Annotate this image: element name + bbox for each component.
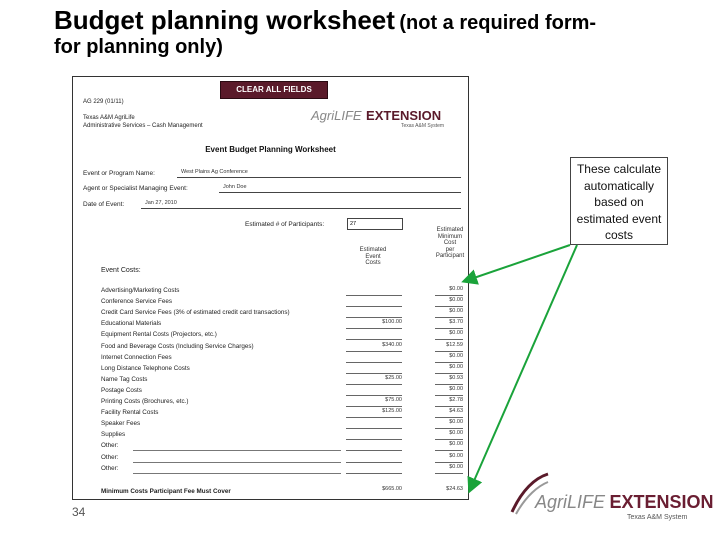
title-main: Budget planning worksheet (54, 5, 395, 35)
per-participant-cost: $0.00 (435, 353, 463, 363)
cost-row-label: Other: (101, 464, 119, 472)
event-cost-field[interactable]: $125.00 (346, 408, 402, 418)
footer-logo-ext: EXTENSION (609, 492, 714, 512)
per-participant-cost: $0.00 (435, 330, 463, 340)
agent-value: John Doe (223, 184, 247, 190)
event-cost-field[interactable] (346, 364, 402, 374)
event-cost-field[interactable] (346, 419, 402, 429)
agent-field[interactable] (219, 182, 461, 193)
per-participant-cost: $0.00 (435, 453, 463, 463)
total-event-cost: $665.00 (382, 486, 402, 492)
per-participant-cost: $0.00 (435, 297, 463, 307)
cost-row-label: Equipment Rental Costs (Projectors, etc.) (101, 331, 217, 339)
cost-row-label: Educational Materials (101, 320, 162, 328)
arrow-to-column-top (465, 245, 570, 281)
cost-row-label: Long Distance Telephone Costs (101, 364, 190, 372)
event-name-field[interactable] (177, 167, 461, 178)
form-logo-sys: Texas A&M System (401, 123, 445, 129)
col-head-min-cost-3: Cost (443, 240, 457, 247)
clear-all-fields-button[interactable]: CLEAR ALL FIELDS (220, 81, 328, 99)
col-head-event-costs-3: Costs (365, 260, 381, 267)
form-logo (311, 107, 445, 129)
event-costs-label: Event Costs: (101, 267, 141, 274)
cost-row-label: Internet Connection Fees (101, 353, 172, 361)
cost-row-label: Other: (101, 453, 119, 461)
col-head-event-costs-1: Estimated (359, 247, 387, 253)
event-cost-field[interactable] (346, 453, 402, 463)
per-participant-cost: $12.59 (435, 342, 463, 352)
cost-row-label: Name Tag Costs (101, 375, 148, 383)
event-cost-field[interactable]: $340.00 (346, 342, 402, 352)
participants-field[interactable]: 27 (347, 218, 403, 230)
worksheet-form (72, 76, 469, 500)
other-description-field[interactable] (133, 464, 341, 474)
per-participant-cost: $0.00 (435, 430, 463, 440)
footer-logo-agri: AgriLIFE (535, 492, 606, 512)
arrow-to-column-bottom (470, 245, 577, 490)
cost-row-label: Credit Card Service Fees (3% of estimated credit card transactions) (101, 309, 290, 317)
per-participant-cost: $0.00 (435, 308, 463, 318)
per-participant-cost: $0.00 (435, 419, 463, 429)
participants-label: Estimated # of Participants: (245, 221, 325, 228)
form-title: Event Budget Planning Worksheet (205, 145, 336, 154)
event-cost-field[interactable] (346, 430, 402, 440)
form-code: AG 229 (01/11) (83, 99, 124, 105)
col-head-event-costs (341, 247, 405, 267)
event-cost-field[interactable] (346, 386, 402, 396)
event-cost-field[interactable]: $75.00 (346, 397, 402, 407)
slide-title (54, 6, 674, 59)
col-head-min-cost-1: Estimated (436, 227, 464, 233)
per-participant-cost: $2.78 (435, 397, 463, 407)
per-participant-cost: $4.63 (435, 408, 463, 418)
total-per-participant: $24.63 (446, 486, 463, 492)
event-cost-field[interactable] (346, 297, 402, 307)
col-head-min-cost-5: Participant (435, 253, 465, 260)
org-line2: Administrative Services – Cash Management (83, 123, 203, 129)
form-logo-ext: EXTENSION (366, 108, 442, 123)
date-label: Date of Event: (83, 201, 125, 208)
date-value: Jan 27, 2010 (145, 200, 177, 206)
col-head-min-cost-2: Minimum (437, 233, 463, 240)
callout-box: These calculate automatically based on estimated event costs (570, 157, 668, 245)
date-field[interactable] (141, 198, 461, 209)
cost-row-label: Other: (101, 442, 119, 450)
cost-row-label: Printing Costs (Brochures, etc.) (101, 398, 189, 405)
page-number: 34 (72, 505, 86, 519)
col-head-min-cost (423, 227, 477, 260)
per-participant-cost: $3.70 (435, 319, 463, 329)
per-participant-cost: $0.00 (435, 464, 463, 474)
event-cost-field[interactable]: $100.00 (346, 319, 402, 329)
event-cost-field[interactable] (346, 330, 402, 340)
event-name-label: Event or Program Name: (83, 170, 155, 177)
org-line1: Texas A&M AgriLife (83, 115, 135, 121)
total-label: Minimum Costs Participant Fee Must Cover (101, 488, 231, 495)
footer-logo-sys: Texas A&M System (627, 514, 688, 521)
per-participant-cost: $0.00 (435, 286, 463, 296)
cost-row-label: Supplies (101, 431, 126, 439)
event-cost-field[interactable] (346, 286, 402, 296)
footer-swoosh-icon (510, 470, 550, 515)
per-participant-cost: $0.93 (435, 375, 463, 385)
agent-label: Agent or Specialist Managing Event: (83, 185, 188, 192)
per-participant-cost: $0.00 (435, 386, 463, 396)
event-cost-field[interactable] (346, 464, 402, 474)
title-paren: (not a required form- (399, 12, 597, 34)
per-participant-cost: $0.00 (435, 441, 463, 451)
form-logo-agri: AgriLIFE (311, 108, 362, 123)
event-cost-field[interactable] (346, 441, 402, 451)
event-cost-field[interactable] (346, 308, 402, 318)
cost-row-label: Advertising/Marketing Costs (101, 287, 180, 294)
footer-logo (535, 492, 714, 521)
per-participant-cost: $0.00 (435, 364, 463, 374)
other-description-field[interactable] (133, 441, 341, 451)
event-name-value: West Plains Ag Conference (181, 169, 248, 175)
col-head-event-costs-2: Event (365, 253, 381, 260)
col-head-min-cost-4: per (445, 246, 455, 253)
event-cost-field[interactable] (346, 353, 402, 363)
title-line2: for planning only) (54, 35, 223, 58)
cost-row-label: Conference Service Fees (101, 298, 173, 306)
other-description-field[interactable] (133, 453, 341, 463)
event-cost-field[interactable]: $25.00 (346, 375, 402, 385)
cost-row-label: Postage Costs (101, 386, 142, 394)
cost-row-label: Speaker Fees (101, 420, 141, 428)
cost-row-label: Facility Rental Costs (101, 409, 159, 417)
cost-row-label: Food and Beverage Costs (Including Service Charges) (101, 342, 254, 350)
